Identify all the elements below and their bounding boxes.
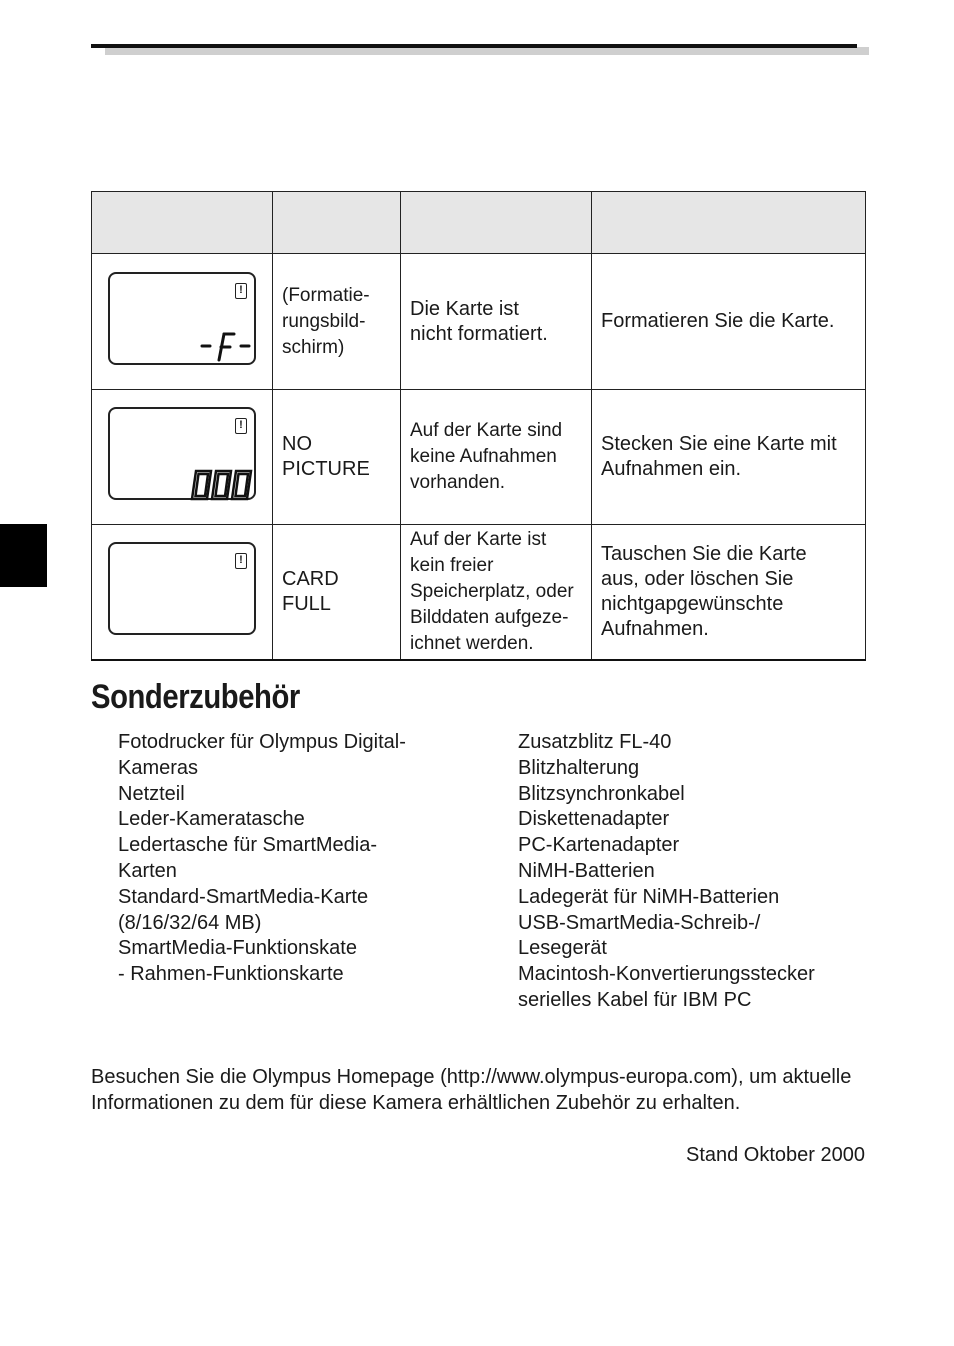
lcd-zero-count-glyph [110, 409, 258, 502]
remedy-cell [592, 390, 866, 525]
message-line: rungsbild- [282, 310, 366, 332]
card-warning-icon: ! [235, 553, 247, 569]
lcd-cell [92, 390, 273, 525]
list-item: Lesegerät [518, 937, 607, 960]
lcd-cell [92, 254, 273, 390]
remedy-line: aus, oder löschen Sie [601, 568, 794, 590]
homepage-note: Besuchen Sie die Olympus Homepage (http://www.olympus-europa.com), um aktuelle Informationen zu dem für diese Kamera erhältlichen Zubehör zu erhalten. [91, 1066, 852, 1114]
message-line: FULL [282, 593, 331, 615]
remedy-line: Aufnahmen. [601, 618, 709, 640]
table-header-row [92, 192, 866, 254]
message-line: NO [282, 433, 312, 455]
cause-line: keine Aufnahmen [410, 446, 557, 467]
cause-line: nicht formatiert. [410, 322, 548, 345]
message-line: PICTURE [282, 458, 370, 480]
lcd-format-glyph [110, 274, 258, 367]
list-item: Standard-SmartMedia-Karte [118, 885, 369, 908]
list-item: Kameras [118, 756, 199, 779]
message-cell [273, 254, 401, 390]
section-title: Sonderzubehör [91, 678, 300, 716]
message-cell [273, 525, 401, 661]
list-item: Macintosh-Konvertierungsstecker [518, 963, 815, 986]
lcd-cell [92, 525, 273, 661]
message-line: (Formatie- [282, 284, 370, 306]
cause-line: ichnet werden. [410, 633, 534, 654]
list-item: Ledertasche für SmartMedia- [118, 834, 378, 857]
header-rule-shadow [105, 47, 869, 55]
list-item: SmartMedia-Funktionskate [118, 937, 357, 960]
remedy-line: Aufnahmen ein. [601, 458, 742, 480]
list-item: Fotodrucker für Olympus Digital- [118, 731, 406, 753]
accessories-list-left [118, 730, 406, 988]
remedy-cell [592, 254, 866, 390]
list-item: Zusatzblitz FL-40 [518, 731, 672, 753]
message-line: CARD [282, 568, 339, 590]
error-table [91, 191, 866, 661]
cause-line: vorhanden. [410, 472, 506, 493]
list-item: PC-Kartenadapter [518, 834, 680, 857]
list-item: - Rahmen-Funktionskarte [118, 963, 344, 986]
lcd-panel-illustration [108, 407, 256, 500]
list-item: Karten [118, 859, 177, 882]
list-item: Blitzsynchronkabel [518, 782, 685, 805]
cause-line: Bilddaten aufgeze- [410, 607, 569, 628]
header-cell-remedy [592, 192, 866, 254]
cause-line: kein freier [410, 555, 494, 576]
cause-line: Auf der Karte ist [410, 529, 547, 550]
remedy-line: Tauschen Sie die Karte [601, 543, 807, 565]
accessories-list-right [518, 730, 815, 1014]
remedy-line: Formatieren Sie die Karte. [601, 310, 835, 332]
cause-cell [401, 525, 592, 661]
card-warning-icon: ! [235, 418, 247, 434]
cause-line: Speicherplatz, oder [410, 581, 574, 602]
lcd-panel-illustration [108, 272, 256, 365]
lcd-panel-illustration [108, 542, 256, 635]
list-item: (8/16/32/64 MB) [118, 911, 262, 934]
list-item: Netzteil [118, 782, 185, 805]
date-stamp: Stand Oktober 2000 [685, 1144, 865, 1166]
list-item: serielles Kabel für IBM PC [518, 988, 752, 1011]
chapter-tab-marker [0, 524, 47, 587]
list-item: Diskettenadapter [518, 808, 670, 831]
header-rule [91, 44, 857, 48]
table-row [92, 390, 866, 525]
list-item: Leder-Kameratasche [118, 808, 305, 831]
cause-line: Die Karte ist [410, 297, 519, 320]
header-cell-display [92, 192, 273, 254]
header-cell-cause [401, 192, 592, 254]
list-item: Ladegerät für NiMH-Batterien [518, 885, 780, 908]
remedy-cell [592, 525, 866, 661]
cause-cell [401, 390, 592, 525]
message-cell [273, 390, 401, 525]
header-cell-message [273, 192, 401, 254]
list-item: NiMH-Batterien [518, 859, 655, 882]
list-item: USB-SmartMedia-Schreib-/ [518, 911, 761, 934]
remedy-line: nichtgapgewünschte [601, 593, 784, 615]
table-row [92, 525, 866, 661]
cause-line: Auf der Karte sind [410, 420, 563, 441]
list-item: Blitzhalterung [518, 756, 640, 779]
table-row [92, 254, 866, 390]
cause-cell [401, 254, 592, 390]
card-warning-icon: ! [235, 283, 247, 299]
message-line: schirm) [282, 336, 345, 358]
remedy-line: Stecken Sie eine Karte mit [601, 433, 837, 455]
